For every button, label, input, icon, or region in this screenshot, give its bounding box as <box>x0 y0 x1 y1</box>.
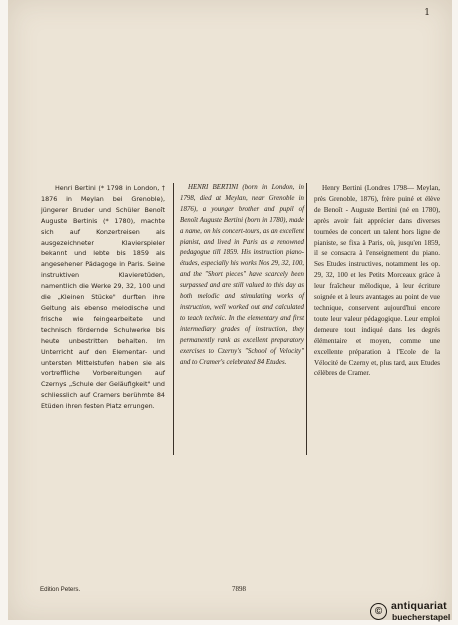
column-divider <box>173 183 174 455</box>
document-page <box>8 0 452 620</box>
german-text-column <box>41 183 165 412</box>
french-paragraph: Henry Bertini (Londres 1798— Meylan, près Grenoble, 1876), frère puiné et élève de Benoît - Auguste Bertini (né en 1780), après avoir fait apprécier dans diverses tournées de concert un talent hors ligne de pianiste, se fixa à Paris, où, jusqu'en 1859, il se consacra à l'enseignement du piano. Ses Etudes instructives, notamment les op. 29, 32, 100 et les Petits Morceaux gràce à leur fraîcheur mélodique, à leur écriture soignée et à leurs avantages au point de vue technique, conservent aujourd'hui encore toute leur valeur pédagogique. Leur emploi demeure tout indiqué dans les degrés élémentaire et moyen, comme une excellente préparation à l'Ecole de la Vélocité de Czerny et, plus tard, aux Etudes célèbres de Cramer. <box>314 184 440 378</box>
german-paragraph: Henri Bertini (* 1798 in London, † 1876 in Meylan bei Grenoble), jüngerer Bruder und Schüler Benoît Auguste Bertinis (* 1780), machte sich auf Konzertreisen als ausgezeichneter Klavierspieler bekannt und lebte bis 1859 als angesehener Pädagoge in Paris. Seine instruktiven Klavieretüden, namentlich die Werke 29, 32, 100 und die „Kleinen Stücke" durften ihre Geltung als ebenso melodische und frische wie feingearbeitete und technisch fördernde Schulwerke bis heute unbestritten behalten. Im Unterricht auf den Elementar- und untersten Mittelstufen haben sie als vortreffliche Vorbereitungen auf Czernys „Schule der Geläufigkeit" und schliesslich auf Cramers berühmte 84 Etüden ihren festen Platz errungen. <box>41 184 165 411</box>
page-number: 1 <box>424 8 430 18</box>
copyright-logo-icon: © <box>370 603 387 620</box>
publisher-footer: Edition Peters. <box>40 586 81 593</box>
column-divider <box>306 183 307 455</box>
french-text-column <box>314 183 440 379</box>
watermark-line-1: antiquariat <box>391 600 447 612</box>
english-text-column <box>180 183 304 368</box>
watermark-line-2: buecherstapel <box>392 612 451 622</box>
seller-watermark <box>370 600 456 624</box>
english-paragraph: HENRI BERTINI (born in London, in 1798, died at Meylan, near Grenoble in 1876), a younger brother and pupil of Benoît Auguste Bertini (born in 1780), made a name, on his concert-tours, as an excellent pianist, and lived in Paris as a renowned pedagogue till 1859. His instruction piano-études, especially his works Nos 29, 32, 100, and the "Short pieces" have scarcely been surpassed and are still valued to this day as both melodic and stimulating works of instruction, well worked out and calculated to teach technic. In the elementary and first intermediary grades of instruction, they permanently rank as excellent preparatory exercises to Czerny's "School of Velocity" and to Cramer's celebrated 84 Etudes. <box>180 184 304 366</box>
plate-number: 7898 <box>232 585 246 593</box>
